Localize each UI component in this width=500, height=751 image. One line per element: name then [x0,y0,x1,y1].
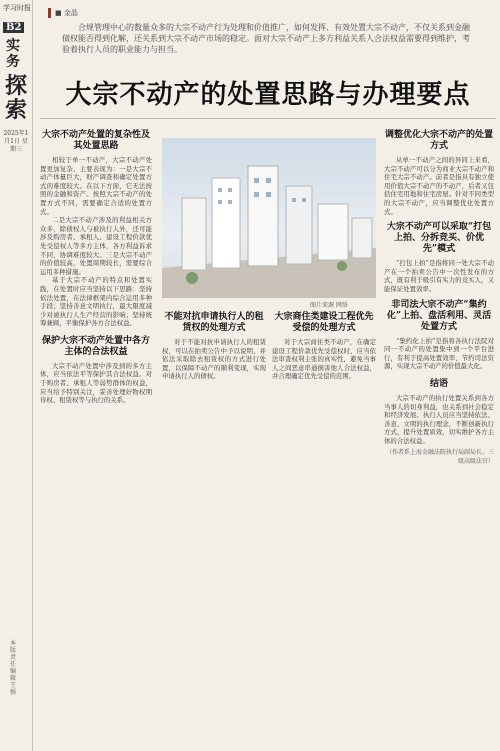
building-model-photo [162,138,376,298]
paper-name: 学习时报 [3,4,31,12]
column-3 [272,310,376,381]
section-title: 不能对抗申请执行人的租赁权的处理方式 [164,312,264,333]
paragraph: “集约化上拍”是指将各执行法院对同一不动产的处置集中到一个平台进行，有利于提高处置效率、节约司法资源，实现大宗不动产的价值最大化。 [384,336,494,371]
paragraph: 大宗不动产的执行处置关系到各方当事人的切身利益，也关系到社会稳定和经济发展。执行人员应当坚持依法、善意、文明的执行理念，不断创新执行方式，提升处置质效，切实维护各方主体的合法权益。 [384,393,494,445]
article-intro: 合规管理中心的数量众多的大宗不动产行为处理和价值推广，如何发挥、有效处置大宗不动产，不仅关系到金融债权能否得到化解，还关系到大宗不动产市场的稳定。面对大宗不动产上多方利益关系人合法权益需要得到维护，考验着执行人员的职业能力与担当。 [62,23,470,54]
byline: ■ 金晶 [48,8,78,18]
section-title: 非司法大宗不动产“集约化”上拍、盘活利用、灵活处置方式 [386,299,492,332]
buildings-illustration-icon [162,138,376,298]
section-label-top: 实务 [6,38,20,70]
section-title: 保护大宗不动产处置中各方主体的合法权益 [41,335,150,357]
paragraph: 对于不能对抗申请执行人的租赁权，可以在拍卖公告中予以说明，并依法采取除去租赁权的方式进行处置，以保障不动产的顺利变现，实现申请执行人的债权。 [162,338,266,381]
paragraph: 基于大宗不动产的特点和处置实践，在处置时应当坚持以下思路：坚持依法处置，在法律框架内综合运用多种手段；坚持善意文明执行，最大限度减少对被执行人生产经营的影响；坚持统筹兼顾，平衡保护各方合法权益。 [40,276,152,328]
photo-credit: 图片来源 网络 [310,302,348,309]
column-4 [384,128,494,467]
headline-divider [40,118,496,119]
paragraph: 大宗不动产处置中涉及到的多方主体，应当依法平等保护其合法权益。对于购房者、承租人等弱势群体的权益，应当给予特别关注，妥善处理好物权期待权、租赁权等与执行的关系。 [40,361,152,405]
paragraph: 对于大宗商住类不动产，在确定建设工程价款优先受偿权时，应当依法审查权利主张的真实性，避免当事人之间恶意串通损害他人合法权益，并合理确定优先受偿的范围。 [272,338,376,381]
author-note: （作者系上海金融法院执行局副局长、三级高级法官） [385,449,494,466]
column-2 [162,310,266,381]
section-title: 大宗不动产可以采取“打包上拍、分拆竞买、价优先”模式 [386,222,492,255]
issue-date: 2025年1月1日 星期三 [3,130,29,153]
paragraph: 相较于单一不动产，大宗不动产处置更加复杂、主要表现为：一是大宗不动产体量巨大，财产调查和确定处置方式的难度较大。在以下方面，它无法按照的金融和资产。按照大宗不动产的处置方式不同，需要确定合适的处置方式。 [40,156,152,216]
article-headline: 大宗不动产的处置思路与办理要点 [65,80,471,110]
section-title: 调整优化大宗不动产的处置方式 [384,130,493,151]
paragraph: 从单一不动产之间的异同上来看，大宗不动产可以分为商业大宗不动产和住宅大宗不动产。前者是指具有独立使用价值大宗不动产的不动产，后者又包括住宅用地和住宅房屋。针对不同类型的大宗不动产，应当调整优化处置方式。 [384,156,494,216]
section-title: 大宗商住类建设工程优先受偿的处理方式 [274,312,374,333]
page-number: B2 [3,22,24,33]
section-label-big: 探索 [5,73,28,123]
section-title: 大宗不动产处置的复杂性及其处置思路 [41,130,150,151]
column-1 [40,128,152,405]
side-note: 本版责任编辑 王强 [10,640,17,696]
paragraph: “打包上拍”是指将同一处大宗不动产在一个拍卖公告中一次性发布的方式，既有利于吸引有实力的竞买人，又能保证处置效率。 [384,259,494,293]
paragraph: 二是大宗不动产涉及的利益相关方众多，除债权人与被执行人外，还可能涉及购房者、承租人、建设工程价款优先受偿权人等多方主体，各方利益诉求不同，协调难度较大。三是大宗不动产的价值较高，处置周期较长，需要综合运用多种措施。 [40,216,152,276]
section-title: 结语 [429,378,448,389]
masthead-sidebar [0,0,33,751]
article-area [40,0,496,751]
